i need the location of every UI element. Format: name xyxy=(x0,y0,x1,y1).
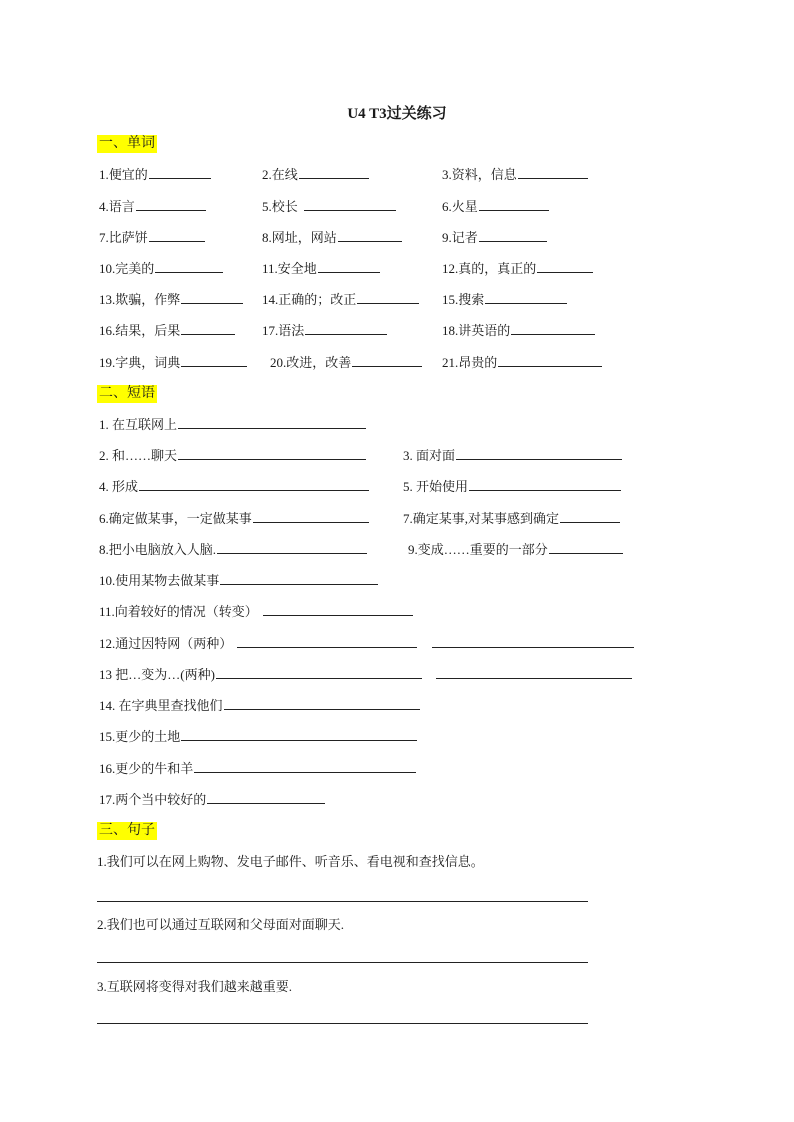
answer-blank[interactable] xyxy=(136,198,206,211)
answer-blank[interactable] xyxy=(318,260,380,273)
phrase-label: 3. 面对面 xyxy=(403,448,456,463)
answer-blank[interactable] xyxy=(469,478,621,491)
phrase-item xyxy=(403,510,620,528)
section-heading-phrases: 二、短语 xyxy=(99,386,155,401)
word-item xyxy=(262,166,369,184)
phrase-label: 2. 和……聊天 xyxy=(99,448,178,463)
word-label: 7.比萨饼 xyxy=(99,230,148,245)
phrase-label: 6.确定做某事，一定做某事 xyxy=(99,511,252,526)
answer-blank[interactable] xyxy=(155,260,223,273)
phrase-label: 11.向着较好的情况（转变） xyxy=(99,604,258,619)
phrase-row xyxy=(0,666,794,686)
answer-blank[interactable] xyxy=(220,572,378,585)
answer-blank[interactable] xyxy=(518,166,588,179)
phrase-item xyxy=(99,728,417,746)
phrase-item xyxy=(99,478,369,496)
phrase-label: 16.更少的牛和羊 xyxy=(99,761,194,776)
word-label: 9.记者 xyxy=(442,230,478,245)
answer-blank[interactable] xyxy=(178,447,366,460)
word-row xyxy=(0,166,794,186)
section-heading-sentences: 三、句子 xyxy=(99,823,155,838)
phrase-row xyxy=(0,791,794,811)
answer-blank[interactable] xyxy=(139,478,369,491)
phrase-item xyxy=(99,603,413,621)
word-item xyxy=(262,322,387,340)
word-item xyxy=(442,291,567,309)
answer-line[interactable] xyxy=(97,962,588,963)
answer-blank[interactable] xyxy=(479,198,549,211)
phrase-row xyxy=(0,416,794,436)
word-item xyxy=(442,322,595,340)
phrase-item xyxy=(403,447,622,465)
word-item xyxy=(262,260,380,278)
word-item xyxy=(262,198,396,216)
word-label: 16.结果，后果 xyxy=(99,323,181,338)
word-item xyxy=(99,322,235,340)
word-item xyxy=(442,229,547,247)
phrase-item xyxy=(99,572,378,590)
answer-blank[interactable] xyxy=(357,291,419,304)
word-row xyxy=(0,229,794,249)
phrase-label: 15.更少的土地 xyxy=(99,729,181,744)
answer-blank[interactable] xyxy=(224,697,420,710)
word-label: 10.完美的 xyxy=(99,261,155,276)
phrase-item xyxy=(99,416,366,434)
word-label: 8.网址，网站 xyxy=(262,230,337,245)
word-label: 2.在线 xyxy=(262,167,298,182)
sentence-prompt: 1.我们可以在网上购物、发电子邮件、听音乐、看电视和查找信息。 xyxy=(97,854,484,869)
word-item xyxy=(262,229,402,247)
answer-blank[interactable] xyxy=(216,666,422,679)
phrase-label: 14. 在字典里查找他们 xyxy=(99,698,223,713)
phrase-item xyxy=(99,510,369,528)
answer-blank[interactable] xyxy=(194,760,416,773)
word-label: 11.安全地 xyxy=(262,261,317,276)
answer-blank[interactable] xyxy=(498,354,602,367)
phrase-item xyxy=(408,541,623,559)
word-label: 1.便宜的 xyxy=(99,167,148,182)
phrase-row xyxy=(0,635,794,655)
answer-blank[interactable] xyxy=(338,229,402,242)
answer-blank[interactable] xyxy=(352,354,422,367)
phrase-row xyxy=(0,572,794,592)
word-label: 13.欺骗，作弊 xyxy=(99,292,181,307)
word-label: 20.改进，改善 xyxy=(270,355,352,370)
answer-blank[interactable] xyxy=(181,728,417,741)
answer-blank[interactable] xyxy=(560,510,620,523)
answer-blank[interactable] xyxy=(149,166,211,179)
answer-blank[interactable] xyxy=(263,603,413,616)
answer-blank[interactable] xyxy=(432,635,634,648)
phrase-label: 4. 形成 xyxy=(99,479,139,494)
word-label: 12.真的，真正的 xyxy=(442,261,537,276)
answer-line[interactable] xyxy=(97,901,588,902)
phrase-label: 10.使用某物去做某事 xyxy=(99,573,220,588)
answer-blank[interactable] xyxy=(178,416,366,429)
phrase-item xyxy=(99,541,367,559)
page-title: U4 T3过关练习 xyxy=(347,106,447,122)
answer-blank[interactable] xyxy=(436,666,632,679)
answer-blank[interactable] xyxy=(304,198,396,211)
phrase-row xyxy=(0,603,794,623)
word-item xyxy=(99,198,206,216)
phrase-row xyxy=(0,447,794,467)
phrase-label: 9.变成……重要的一部分 xyxy=(408,542,548,557)
answer-line[interactable] xyxy=(97,1023,588,1024)
word-label: 4.语言 xyxy=(99,199,135,214)
answer-blank[interactable] xyxy=(253,510,369,523)
answer-blank[interactable] xyxy=(305,322,387,335)
phrase-label: 8.把小电脑放入人脑. xyxy=(99,542,217,557)
word-label: 18.讲英语的 xyxy=(442,323,511,338)
word-item xyxy=(99,229,205,247)
phrase-item xyxy=(99,760,416,778)
answer-blank[interactable] xyxy=(537,260,593,273)
phrase-row xyxy=(0,510,794,530)
word-item xyxy=(442,166,588,184)
word-label: 5.校长 xyxy=(262,199,298,214)
word-item xyxy=(99,354,247,372)
word-label: 17.语法 xyxy=(262,323,305,338)
phrase-item xyxy=(99,791,325,809)
answer-blank[interactable] xyxy=(511,322,595,335)
sentence-prompt: 2.我们也可以通过互联网和父母面对面聊天. xyxy=(97,917,345,932)
answer-blank[interactable] xyxy=(485,291,567,304)
phrase-label: 1. 在互联网上 xyxy=(99,417,178,432)
word-item xyxy=(442,260,593,278)
answer-blank[interactable] xyxy=(207,791,325,804)
word-item xyxy=(442,354,602,372)
phrase-item xyxy=(99,666,632,684)
phrase-row xyxy=(0,697,794,717)
word-row xyxy=(0,322,794,342)
phrase-row xyxy=(0,541,794,561)
phrase-row xyxy=(0,760,794,780)
word-row xyxy=(0,354,794,374)
word-item xyxy=(262,291,419,309)
sentence-prompt: 3.互联网将变得对我们越来越重要. xyxy=(97,979,293,994)
answer-blank[interactable] xyxy=(217,541,367,554)
phrase-label: 17.两个当中较好的 xyxy=(99,792,207,807)
word-item xyxy=(442,198,549,216)
word-label: 6.火星 xyxy=(442,199,478,214)
answer-blank[interactable] xyxy=(299,166,369,179)
word-item xyxy=(270,354,422,372)
word-label: 19.字典，词典 xyxy=(99,355,181,370)
answer-blank[interactable] xyxy=(479,229,547,242)
word-label: 3.资料，信息 xyxy=(442,167,517,182)
word-item xyxy=(99,260,223,278)
word-item xyxy=(99,291,243,309)
answer-blank[interactable] xyxy=(456,447,622,460)
answer-blank[interactable] xyxy=(237,635,417,648)
phrase-item xyxy=(99,635,634,653)
phrase-label: 7.确定某事,对某事感到确定 xyxy=(403,511,560,526)
phrase-label: 5. 开始使用 xyxy=(403,479,469,494)
word-row xyxy=(0,198,794,218)
answer-blank[interactable] xyxy=(181,322,235,335)
phrase-row xyxy=(0,478,794,498)
phrase-item xyxy=(99,697,420,715)
phrase-label: 12.通过因特网（两种） xyxy=(99,636,233,651)
word-label: 21.昂贵的 xyxy=(442,355,498,370)
phrase-item xyxy=(99,447,366,465)
phrase-row xyxy=(0,728,794,748)
word-row xyxy=(0,260,794,280)
word-row xyxy=(0,291,794,311)
answer-blank[interactable] xyxy=(181,354,247,367)
answer-blank[interactable] xyxy=(549,541,623,554)
word-label: 14.正确的；改正 xyxy=(262,292,357,307)
phrase-label: 13 把…变为…(两种) xyxy=(99,667,215,682)
phrase-item xyxy=(403,478,621,496)
section-heading-words: 一、单词 xyxy=(99,136,155,151)
answer-blank[interactable] xyxy=(149,229,205,242)
word-item xyxy=(99,166,211,184)
answer-blank[interactable] xyxy=(181,291,243,304)
word-label: 15.搜索 xyxy=(442,292,485,307)
